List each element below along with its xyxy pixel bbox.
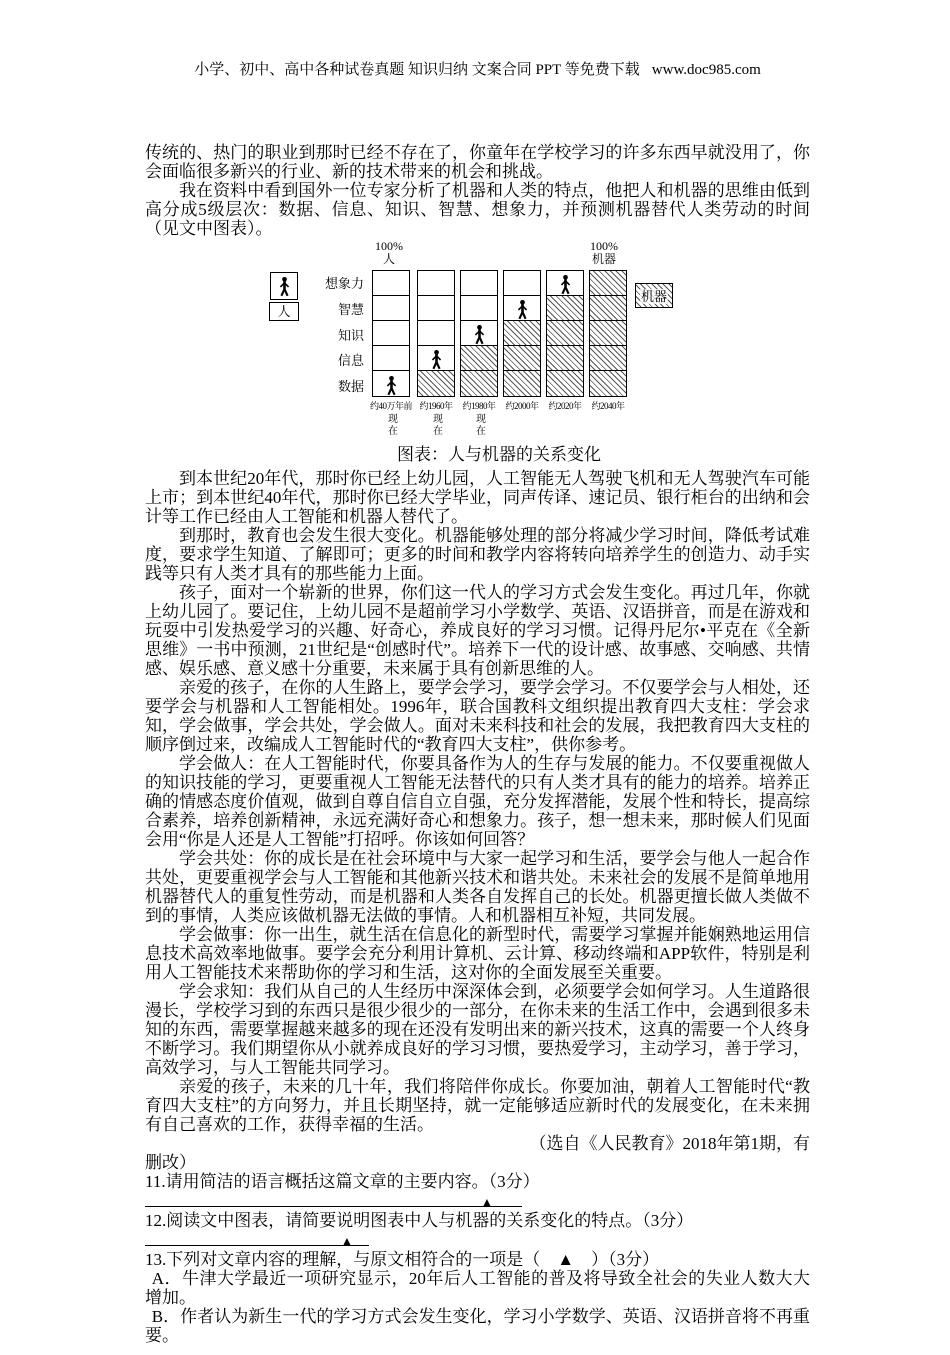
person-icon: [559, 274, 572, 295]
paragraph: 亲爱的孩子，未来的几十年，我们将陪伴你成长。你要加油，朝着人工智能时代“教育四大支柱”的方向努力，并且长期坚持，就一定能够适应新时代的发展变化，在未来拥有自己喜欢的工作，获得幸福的生活。: [145, 1077, 810, 1134]
chart-column: [503, 270, 541, 437]
paragraph: 传统的、热门的职业到那时已经不存在了，你童年在学校学习的许多东西早就没用了，你会面临很多新兴的行业、新的技术带来的机会和挑战。: [145, 143, 810, 181]
human-cell: [373, 271, 409, 296]
answer-line-q11: [145, 1192, 522, 1207]
machine-cell: [547, 371, 583, 396]
human-cell: [504, 271, 540, 296]
now-label: [517, 413, 527, 437]
person-icon: [385, 375, 398, 396]
human-cell: [418, 346, 454, 371]
machine-cell: [590, 271, 626, 296]
machine-cell: [547, 321, 583, 346]
now-label: [603, 413, 613, 437]
legend-machine: [635, 283, 673, 308]
row-label: 知识: [337, 327, 364, 343]
human-cell: [373, 371, 409, 396]
percent-label: 100%: [375, 239, 403, 253]
now-label: 现在: [385, 413, 397, 437]
question-12: 12.阅读文中图表，请简要说明图表中人与机器的关系变化的特点。（3分）: [145, 1211, 694, 1230]
machine-cell: [590, 321, 626, 346]
row-label: 数据: [337, 379, 364, 395]
paragraph: 我在资料中看到国外一位专家分析了机器和人类的特点，他把人和机器的思维由低到高分成5级层次：数据、信息、知识、智慧、想象力，并预测机器替代人类劳动的时间（见文中图表）。: [145, 181, 810, 238]
machine-cell: [418, 371, 454, 396]
chart-main: [264, 270, 734, 437]
machine-cell: [504, 371, 540, 396]
chart-column: [546, 270, 584, 437]
paragraph: 孩子，面对一个崭新的世界，你们这一代人的学习方式会发生变化。再过几年，你就上幼儿园了。要记住，上幼儿园不是超前学习小学数学、英语、汉语拼音，而是在游戏和玩耍中引发热爱学习的兴趣、好奇心，养成良好的学习习惯。记得丹尼尔•平克在《全新思维》一书中预测，21世纪是“创感时代”。培养下一代的设计感、故事感、交响感、共情感、娱乐感、意义感十分重要，未来属于具有创新思维的人。: [145, 583, 810, 678]
legend-human-label: 人: [269, 302, 299, 321]
human-cell: [373, 346, 409, 371]
machine-cell: [547, 296, 583, 321]
machine-cell: [590, 296, 626, 321]
question-13-option-a: A．牛津大学最近一项研究显示，20年后人工智能的普及将导致全社会的失业人数大大增加。: [145, 1269, 810, 1307]
legend-human: [264, 272, 304, 321]
chart-column: [589, 270, 627, 437]
chart-column: [460, 270, 498, 437]
percent-label: 100%: [590, 239, 618, 253]
row-label: 智慧: [337, 301, 364, 317]
site-header: [145, 58, 810, 79]
question-13-option-b: B．作者认为新生一代的学习方式会发生变化，学习小学数学、英语、汉语拼音将不再重要。: [145, 1307, 810, 1345]
human-cell: [547, 271, 583, 296]
header-text: 小学、初中、高中各种试卷真题 知识归纳 文案合同 PPT 等免费下载: [194, 62, 640, 78]
legend-person-box: [270, 272, 298, 300]
paragraph: 到本世纪20年代，那时你已经上幼儿园，人工智能无人驾驶飞机和无人驾驶汽车可能上市；到本世纪40年代，那时你已经大学毕业，同声传译、速记员、银行柜台的出纳和会计等工作已经由人工智能和机器人替代了。: [145, 469, 810, 526]
paragraph: 到那时，教育也会发生很大变化。机器能够处理的部分将减少学习时间，降低考试难度，要求学生知道、了解即可；更多的时间和教学内容将转向培养学生的创造力、动手实践等只有人类才具有的那些能力上面。: [145, 526, 810, 583]
answer-line-q12: [145, 1231, 369, 1246]
x-axis-label: 约40万年前: [370, 401, 413, 411]
paragraph: 学会做人：在人工智能时代，你要具备作为人的生存与发展的能力。不仅要重视做人的知识技能的学习，更要重视人工智能无法替代的只有人类才具有的能力的培养。培养正确的情感态度价值观，做到自尊自信自立自强，充分发挥潜能，发展个性和特长，提高综合素养，培养创新精神，永远充满好奇心和想象力。孩子，想一想未来，那时候人们见面会用“你是人还是人工智能”打招呼。你该如何回答？: [145, 754, 810, 849]
answer-marker-icon: ▲: [341, 1234, 353, 1248]
question-13: 13.下列对文章内容的理解，与原文相符合的一项是（ ▲ ）（3分）: [145, 1250, 660, 1269]
x-axis-label: 约2040年: [591, 401, 625, 411]
answer-marker-icon: ▲: [481, 1195, 493, 1209]
attribution-source-wrap: 删改）: [145, 1153, 196, 1172]
paragraph: 学会求知：我们从自己的人生经历中深深体会到，必须要学会如何学习。人生道路很漫长，学校学习到的东西只是很少很少的一部分，在你未来的生活工作中，会遇到很多未知的东西，需要掌握越来越多的现在还没有发明出来的新兴技术，这真的需要一个人终身不断学习。我们期望你从小就养成良好的学习习惯，要热爱学习，主动学习，善于学习，高效学习，与人工智能共同学习。: [145, 982, 810, 1077]
now-label: 现在: [473, 413, 485, 437]
chart-row-labels: [312, 270, 370, 400]
person-icon: [473, 324, 486, 345]
row-label: 信息: [337, 353, 364, 369]
paragraph: 亲爱的孩子，在你的人生路上，要学会学习，要学会学习。不仅要学会与人相处，还要学会与机器和人工智能相处。1996年，联合国教科文组织提出教育四大支柱：学会求知，学会做事，学会共处，学会做人。面对未来科技和社会的发展，我把教育四大支柱的顺序倒过来，改编成人工智能时代的“教育四大支柱”，供你参考。: [145, 678, 810, 754]
chart-column: [370, 270, 412, 437]
machine-cell: [461, 346, 497, 371]
axis-label-human-100: [359, 240, 419, 266]
person-icon: [516, 299, 529, 320]
human-cell: [418, 321, 454, 346]
now-label: 现在: [430, 413, 442, 437]
human-cell: [373, 321, 409, 346]
paragraph: 学会做事：你一出生，就生活在信息化的新型时代，需要学习掌握并能娴熟地运用信息技术高效率地做事。要学会充分利用计算机、云计算、移动终端和APP软件，特别是利用人工智能技术来帮助你的学习和生活，这对你的全面发展至关重要。: [145, 925, 810, 982]
x-axis-label: 约1960年: [419, 401, 453, 411]
chart-column: [417, 270, 455, 437]
chart-caption: 图表：人与机器的关系变化: [397, 445, 601, 464]
now-label: [560, 413, 570, 437]
machine-cell: [590, 346, 626, 371]
human-cell: [461, 271, 497, 296]
attribution-source: （选自《人民教育》2018年第1期，有: [529, 1134, 810, 1153]
human-cell: [418, 271, 454, 296]
machine-cell: [590, 371, 626, 396]
machine-cell: [504, 346, 540, 371]
x-axis-label: 约2020年: [548, 401, 582, 411]
human-cell: [373, 296, 409, 321]
question-11: 11.请用简洁的语言概括这篇文章的主要内容。（3分）: [145, 1172, 540, 1191]
legend-machine-label: 机器: [641, 289, 668, 304]
human-cell: [418, 296, 454, 321]
row-label: 想象力: [324, 276, 364, 291]
machine-cell: [547, 346, 583, 371]
axis-label-machine-100: [564, 240, 644, 266]
chart-columns: [370, 270, 627, 437]
unit-label: 人: [382, 252, 395, 266]
unit-label: 机器: [591, 252, 616, 266]
machine-cell: [461, 371, 497, 396]
person-icon: [278, 276, 291, 297]
human-cell: [461, 321, 497, 346]
human-cell: [504, 296, 540, 321]
paragraph: 学会共处：你的成长是在社会环境中与大家一起学习和生活，要学会与他人一起合作共处，更要重视学会与人工智能和其他新兴技术和谐共处。未来社会的发展不是简单地用机器替代人的重复性劳动，而是机器和人类各自发挥自己的长处。机器更擅长做人类做不到的事情，人类应该做机器无法做的事情。人和机器相互补短，共同发展。: [145, 849, 810, 925]
header-url: www.doc985.com: [651, 62, 761, 78]
human-cell: [461, 296, 497, 321]
x-axis-label: 约1980年: [462, 401, 496, 411]
human-machine-chart: [264, 240, 734, 465]
person-icon: [430, 349, 443, 370]
x-axis-label: 约2000年: [505, 401, 539, 411]
machine-cell: [504, 321, 540, 346]
